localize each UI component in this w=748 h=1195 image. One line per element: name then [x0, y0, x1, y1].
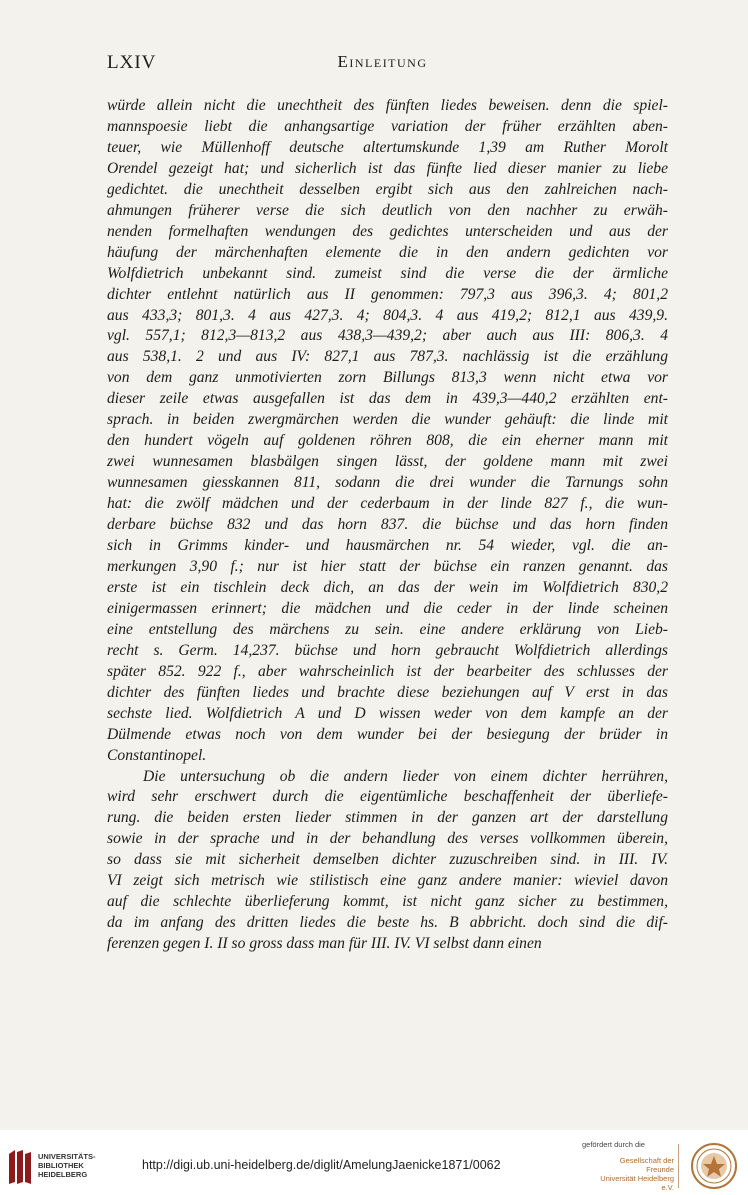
- text-line: hat: die zwölf mädchen und der cederbaum in der linde 827 f., die wun-: [107, 495, 668, 513]
- page-number: LXIV: [107, 52, 157, 73]
- text-line: eine entstellung des märchens zu sein. eine andere erklärung von Lieb-: [107, 620, 668, 638]
- university-seal-icon: [690, 1142, 738, 1190]
- library-name-line-2: BIBLIOTHEK: [38, 1161, 84, 1170]
- text-line: einigermassen erinnert; die mädchen und die ceder in der linde scheinen: [107, 599, 668, 617]
- text-line: später 852. 922 f., aber wahrscheinlich ist der bearbeiter des schlusses der: [107, 662, 668, 680]
- text-line: dichter entlehnt natürlich aus II genommen: 797,3 aus 396,3. 4; 801,2: [107, 285, 668, 303]
- paragraph-2: [107, 767, 668, 956]
- sponsor-name-line-2: Universität Heidelberg e.V.: [600, 1174, 674, 1192]
- paragraph-1: [107, 96, 668, 767]
- sponsor-divider: [678, 1144, 679, 1188]
- library-logo-icon: [6, 1148, 34, 1186]
- text-line: Constantinopel.: [107, 746, 207, 764]
- text-line: von dem ganz unmotivierten zorn Billungs 813,3 wenn nicht etwa vor: [107, 369, 668, 387]
- library-name-line-3: HEIDELBERG: [38, 1170, 88, 1179]
- text-line: mannspoesie liebt die anhangsartige variation der früher erzählten aben-: [107, 117, 668, 135]
- text-line: nenden formelhaften wendungen des gedichtes unterscheiden und aus der: [107, 222, 668, 240]
- text-line: sprach. in beiden zwergmärchen werden die wunder gehäuft: die linde mit: [107, 411, 668, 429]
- library-name-line-1: UNIVERSITÄTS-: [38, 1152, 96, 1161]
- text-line: zwei wunnesamen blasbälgen singen lässt, der goldene mann mit zwei: [107, 453, 668, 471]
- text-line: Wolfdietrich unbekannt sind. zumeist sind die verse die der ärmliche: [107, 264, 668, 282]
- text-line: Orendel gezeigt hat; und sicherlich ist das fünfte lied dieser manier zu liebe: [107, 159, 668, 177]
- text-line: sowie in der sprache und in der behandlung des verses vollkommen überein,: [107, 830, 668, 848]
- running-title: Einleitung: [337, 52, 428, 71]
- text-line: so dass sie mit sicherheit demselben dichter zuzuschreiben sind. in III. IV.: [107, 851, 668, 869]
- text-line: merkungen 3,90 f.; nur ist hier statt der büchse ein ranzen genannt. das: [107, 557, 668, 575]
- permalink-url[interactable]: http://digi.ub.uni-heidelberg.de/diglit/AmelungJaenicke1871/0062: [142, 1158, 501, 1172]
- text-line: Dülmende etwas noch von dem wunder bei der besiegung der brüder in: [107, 725, 668, 743]
- text-line: Die untersuchung ob die andern lieder von einem dichter herrühren,: [143, 767, 668, 785]
- text-line: erste ist ein tischlein deck dich, an das der wein im Wolfdietrich 830,2: [107, 578, 668, 596]
- text-line: wunnesamen giesskannen 811, sodann die drei wunder die Tarnungs sohn: [107, 474, 668, 492]
- text-line: sich in Grimms kinder- und hausmärchen nr. 54 wieder, vgl. die an-: [107, 537, 668, 555]
- text-line: vgl. 557,1; 812,3—813,2 aus 438,3—439,2; aber auch aus III: 806,3. 4: [107, 327, 668, 345]
- digitization-footer: [0, 1130, 748, 1195]
- library-name: [38, 1152, 96, 1179]
- text-line: sechste lied. Wolfdietrich A und D wissen weder von dem kampfe an der: [107, 704, 668, 722]
- text-line: recht s. Germ. 14,237. büchse und horn gebraucht Wolfdietrich allerdings: [107, 641, 668, 659]
- page-header: [107, 52, 658, 78]
- text-line: derbare büchse 832 und das horn 837. die büchse und das horn finden: [107, 516, 668, 534]
- text-line: aus 433,3; 801,3. 4 aus 427,3. 4; 804,3. 4 aus 419,2; 812,1 aus 439,9.: [107, 306, 668, 324]
- text-line: ferenzen gegen I. II so gross dass man für III. IV. VI selbst dann einen: [107, 935, 542, 953]
- text-line: häufung der märchenhaften elemente die in den andern gedichten vor: [107, 243, 668, 261]
- body-text: [107, 96, 668, 955]
- text-line: ahmungen früherer verse die sich deutlich von den nachher zu erwäh-: [107, 201, 668, 219]
- text-line: VI zeigt sich metrisch wie stilistisch eine ganz andere manier: wieviel davon: [107, 872, 668, 890]
- sponsor-name: [598, 1156, 674, 1192]
- text-line: gedichtet. die unechtheit desselben ergibt sich aus den zahlreichen nach-: [107, 180, 668, 198]
- text-line: dichter des fünften liedes und brachte diese beziehungen auf V erst in das: [107, 683, 668, 701]
- text-line: rung. die beiden ersten lieder stimmen in der ganzen art der darstellung: [107, 809, 668, 827]
- text-line: den hundert vögeln auf goldenen röhren 808, die ein eherner mann mit: [107, 432, 668, 450]
- text-line: teuer, wie Müllenhoff deutsche altertumskunde 1,39 am Ruther Morolt: [107, 138, 668, 156]
- text-line: aus 538,1. 2 und aus IV: 827,1 aus 787,3. nachlässig ist die erzählung: [107, 348, 668, 366]
- text-line: würde allein nicht die unechtheit des fünften liedes beweisen. denn die spiel-: [107, 97, 668, 114]
- text-line: wird sehr erschwert durch die eigentümliche beschaffenheit der überliefe-: [107, 788, 668, 806]
- sponsor-label: gefördert durch die: [582, 1140, 645, 1149]
- text-line: auf die schlechte überlieferung kommt, ist nicht ganz sicher zu bestimmen,: [107, 893, 668, 911]
- sponsor-name-line-1: Gesellschaft der Freunde: [619, 1156, 674, 1174]
- text-line: dieser zeile etwas ausgefallen ist das dem in 439,3—440,2 erzählten ent-: [107, 390, 668, 408]
- text-line: da im anfang des dritten liedes die beste hs. B abbricht. doch sind die dif-: [107, 914, 668, 932]
